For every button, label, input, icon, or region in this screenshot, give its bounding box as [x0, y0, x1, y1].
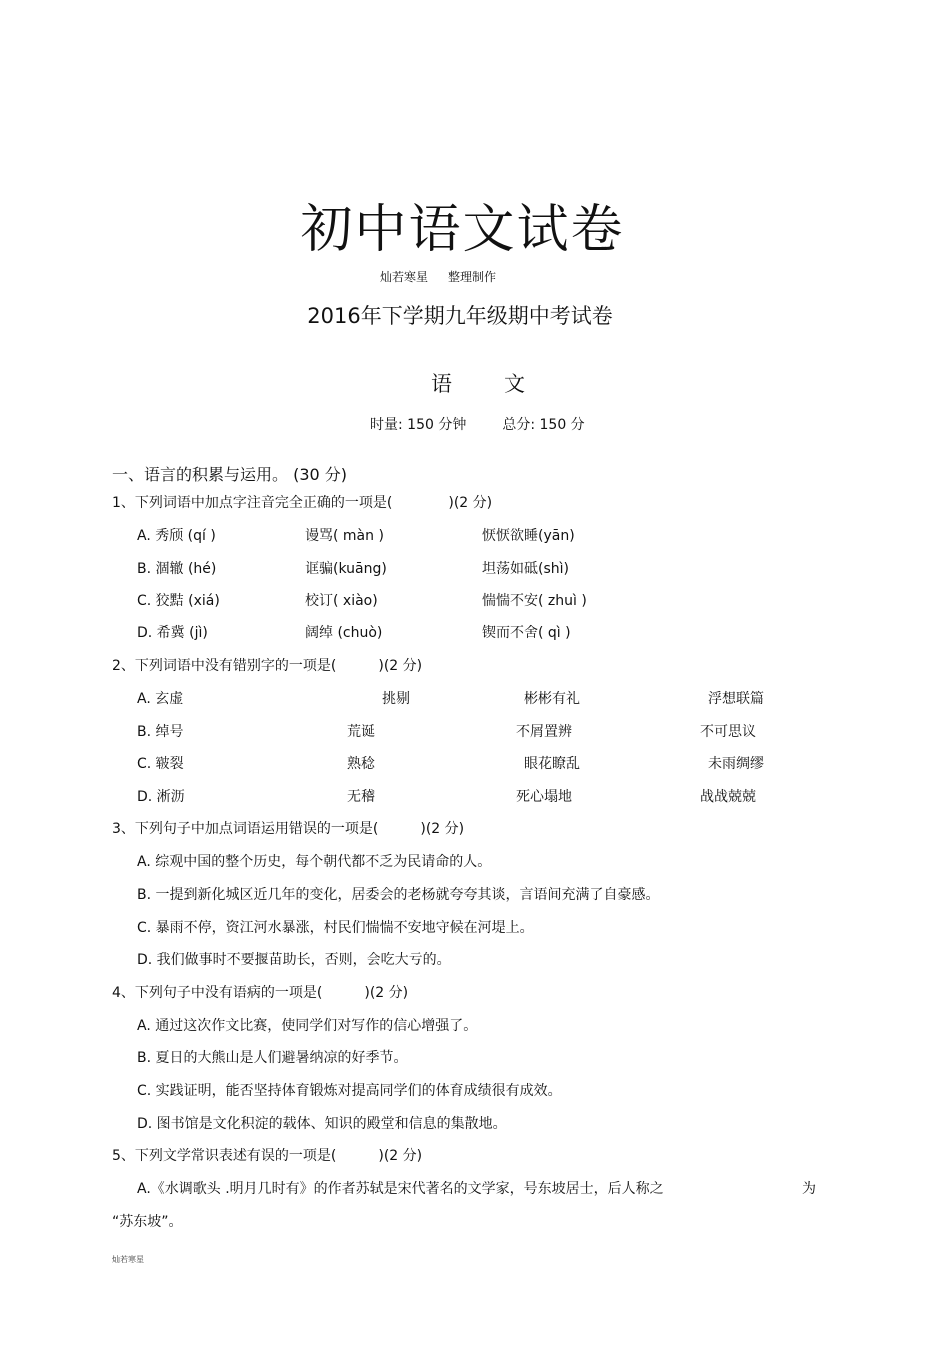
- question-1-stem: 1、下列词语中加点字注音完全正确的一项是( )(2 分): [112, 495, 493, 511]
- q2-opt-d-1: D. 淅沥: [137, 789, 185, 805]
- q2-opt-c-4: 未雨绸缪: [708, 756, 764, 772]
- q2-opt-a-3: 彬彬有礼: [524, 691, 580, 707]
- q2-opt-c-1: C. 皲裂: [137, 756, 184, 772]
- q5-opt-a-line2: “苏东坡”。: [112, 1214, 183, 1230]
- maker-line: [380, 268, 496, 285]
- question-5-stem: 5、下列文学常识表述有误的一项是( )(2 分): [112, 1148, 423, 1164]
- q3-opt-c: C. 暴雨不停，资江河水暴涨，村民们惴惴不安地守候在河堤上。: [137, 920, 534, 936]
- document-title: 初中语文试卷: [300, 200, 625, 260]
- q2-opt-d-3: 死心塌地: [516, 789, 572, 805]
- question-2-stem: 2、下列词语中没有错别字的一项是( )(2 分): [112, 658, 423, 674]
- q5-opt-a-line1: A.《水调歌头 .明月几时有》的作者苏轼是宋代著名的文学家，号东坡居士，后人称之: [137, 1181, 664, 1197]
- q1-opt-c-1: C. 狡黠 (xiá): [137, 593, 220, 609]
- section-heading: 一、语言的积累与运用。 (30 分): [112, 465, 348, 484]
- maker-note: 整理制作: [448, 270, 497, 284]
- exam-meta: [370, 414, 585, 434]
- q4-opt-a: A. 通过这次作文比赛，使同学们对写作的信心增强了。: [137, 1018, 478, 1034]
- q1-opt-c-2: 校订( xiào): [305, 593, 378, 609]
- total-score: 总分: 150 分: [502, 417, 585, 433]
- q2-opt-b-3: 不屑置辨: [516, 724, 572, 740]
- q1-opt-a-3: 恹恹欲睡(yān): [482, 528, 575, 544]
- time-limit: 时量: 150 分钟: [370, 417, 467, 433]
- q4-opt-d: D. 图书馆是文化积淀的载体、知识的殿堂和信息的集散地。: [137, 1116, 507, 1132]
- q2-opt-d-4: 战战兢兢: [700, 789, 756, 805]
- q2-opt-d-2: 无稽: [347, 789, 375, 805]
- q2-opt-a-2: 挑剔: [382, 691, 410, 707]
- q1-opt-d-3: 锲而不舍( qì ): [482, 625, 571, 641]
- footer-watermark: 灿若寒星: [112, 1255, 144, 1264]
- q2-opt-b-1: B. 绰号: [137, 724, 184, 740]
- q2-opt-b-4: 不可思议: [700, 724, 756, 740]
- q2-opt-b-2: 荒诞: [347, 724, 375, 740]
- q4-opt-c: C. 实践证明，能否坚持体育锻炼对提高同学们的体育成绩很有成效。: [137, 1083, 562, 1099]
- q1-opt-d-1: D. 希冀 (jì): [137, 625, 208, 641]
- exam-title: 2016年下学期九年级期中考试卷: [307, 304, 613, 328]
- q2-opt-a-1: A. 玄虚: [137, 691, 184, 707]
- q3-opt-b: B. 一提到新化城区近几年的变化，居委会的老杨就夸夸其谈，言语间充满了自豪感。: [137, 887, 660, 903]
- question-4-stem: 4、下列句子中没有语病的一项是( )(2 分): [112, 985, 409, 1001]
- q1-opt-b-1: B. 涸辙 (hé): [137, 561, 217, 577]
- q1-opt-a-1: A. 秀颀 (qí ): [137, 528, 216, 544]
- q1-opt-d-2: 阔绰 (chuò): [305, 625, 383, 641]
- q1-opt-c-3: 惴惴不安( zhuì ): [482, 593, 587, 609]
- maker-name: 灿若寒星: [380, 270, 429, 284]
- q4-opt-b: B. 夏日的大熊山是人们避暑纳凉的好季节。: [137, 1050, 408, 1066]
- q1-opt-a-2: 谩骂( màn ): [305, 528, 384, 544]
- q5-opt-a-tail: 为: [802, 1181, 816, 1197]
- q2-opt-a-4: 浮想联篇: [708, 691, 764, 707]
- subject-title: 语文: [431, 372, 577, 396]
- q3-opt-d: D. 我们做事时不要揠苗助长，否则，会吃大亏的。: [137, 952, 451, 968]
- q1-opt-b-3: 坦荡如砥(shì): [482, 561, 569, 577]
- q3-opt-a: A. 综观中国的整个历史，每个朝代都不乏为民请命的人。: [137, 854, 492, 870]
- question-3-stem: 3、下列句子中加点词语运用错误的一项是( )(2 分): [112, 821, 465, 837]
- q2-opt-c-3: 眼花瞭乱: [524, 756, 580, 772]
- q1-opt-b-2: 诓骗(kuāng): [305, 561, 387, 577]
- q2-opt-c-2: 熟稔: [347, 756, 375, 772]
